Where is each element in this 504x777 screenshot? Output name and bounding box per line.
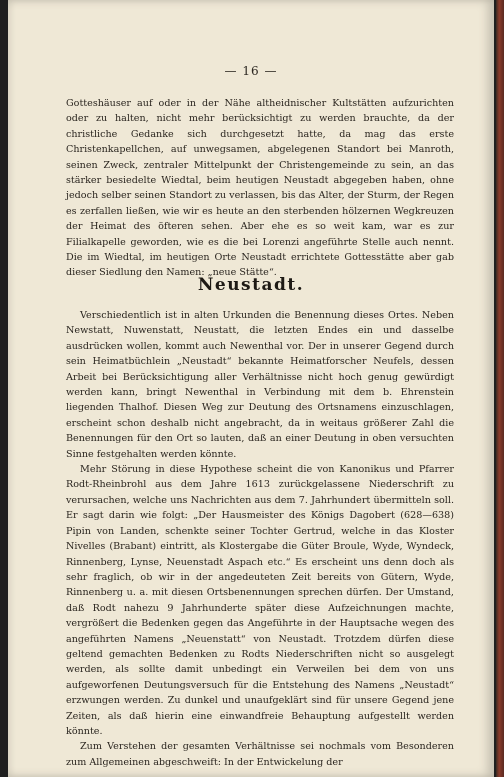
page-number: — 16 — xyxy=(224,64,278,78)
book-spine-edge xyxy=(496,0,504,777)
section-text-block xyxy=(66,308,454,770)
paragraph: Verschiedentlich ist in alten Urkunden die Benennung dieses Ortes. Neben Newstatt, Nuwenstatt, Neustatt, die letzten Endes ein und dasselbe ausdrücken wollen, kommt auch Newenthal vor. Der in unserer Gegend durch sein Heimatbüchlein „Neustadt“ bekannte Heimatforscher Neufels, dessen Arbeit bei Berücksichtigung aller Verhältnisse nicht hoch genug gewürdigt werden kann, bringt Newenthal in Verbindung mit dem b. Ehrenstein liegenden Thalhof. Diesen Weg zur Deutung des Ortsnamens einzuschlagen, erscheint schon deshalb nicht angebracht, da in weitaus größerer Zahl die Benennungen für den Ort so lauten, daß an einer Deutung in oben versuchten Sinne festgehalten werden könnte. xyxy=(66,310,454,460)
book-page xyxy=(8,0,494,777)
intro-text-block xyxy=(66,96,454,281)
paragraph: Mehr Störung in diese Hypothese scheint die von Kanonikus und Pfarrer Rodt-Rheinbrohl aus dem Jahre 1613 zurückgelassene Niederschrift zu verursachen, welche uns Nachrichten aus dem 7. Jahrhundert übermitteln soll. Er sagt darin wie folgt: „Der Hausmeister des Königs Dagobert (628—638) Pipin von Landen, schenkte seiner Tochter Gertrud, welche in das Kloster Nivelles (Brabant) eintritt, als Klostergabe die Güter Broule, Wyde, Wyndeck, Rinnenberg, Lynse, Neuenstadt Aspach etc.“ Es erscheint uns denn doch als sehr fraglich, ob wir in der angedeuteten Zeit bereits von Gütern, Wyde, Rinnenberg u. a. mit diesen Ortsbenennungen sprechen dürfen. Der Umstand, daß Rodt nahezu 9 Jahrhunderte später diese Aufzeichnungen machte, vergrößert die Bedenken gegen das Angeführte in der Hauptsache wegen des angeführten Namens „Neuenstatt“ von Neustadt. Trotzdem dürfen diese geltend gemachten Bedenken zu Rodts Niederschriften nicht so ausgelegt werden, als sollte damit unbedingt ein Verweilen bei dem von uns aufgeworfenen Deutungsversuch für die Entstehung des Namens „Neustadt“ erzwungen werden. Zu dunkel und unaufgeklärt sind für unsere Gegend jene Zeiten, als daß hierin eine einwandfreie Behauptung aufgestellt werden könnte. xyxy=(66,464,454,737)
paragraph: Zum Verstehen der gesamten Verhältnisse sei nochmals vom Besonderen zum Allgemeinen abgeschweift: In der Entwickelung der xyxy=(66,741,454,768)
section-heading: Neustadt. xyxy=(197,275,305,295)
intro-paragraph: Gotteshäuser auf oder in der Nähe altheidnischer Kultstätten aufzurichten oder zu halten, nicht mehr berücksichtigt zu werden brauchte, da der christliche Gedanke sich durchgesetzt hatte, da mag das erste Christenkapellchen, auf unwegsamen, abgelegenen Standort bei Manroth, seinen Zweck, zentraler Mittelpunkt der Christengemeinde zu sein, an das stärker besiedelte Wiedtal, beim heutigen Neustadt abgegeben haben, ohne jedoch selber seinen Standort zu verlassen, bis das Alter, der Sturm, der Regen es zerfallen ließen, wie wir es heute an den sterbenden hölzernen Wegkreuzen der Heimat des öfteren sehen. Aber ehe es so weit kam, war es zur Filialkapelle geworden, wie es die bei Lorenzi angeführte Stelle auch nennt. Die im Wiedtal, im heutigen Orte Neustadt errichtete Gottesstätte aber gab dieser Siedlung den Namen: „neue Stätte“. xyxy=(66,98,454,279)
